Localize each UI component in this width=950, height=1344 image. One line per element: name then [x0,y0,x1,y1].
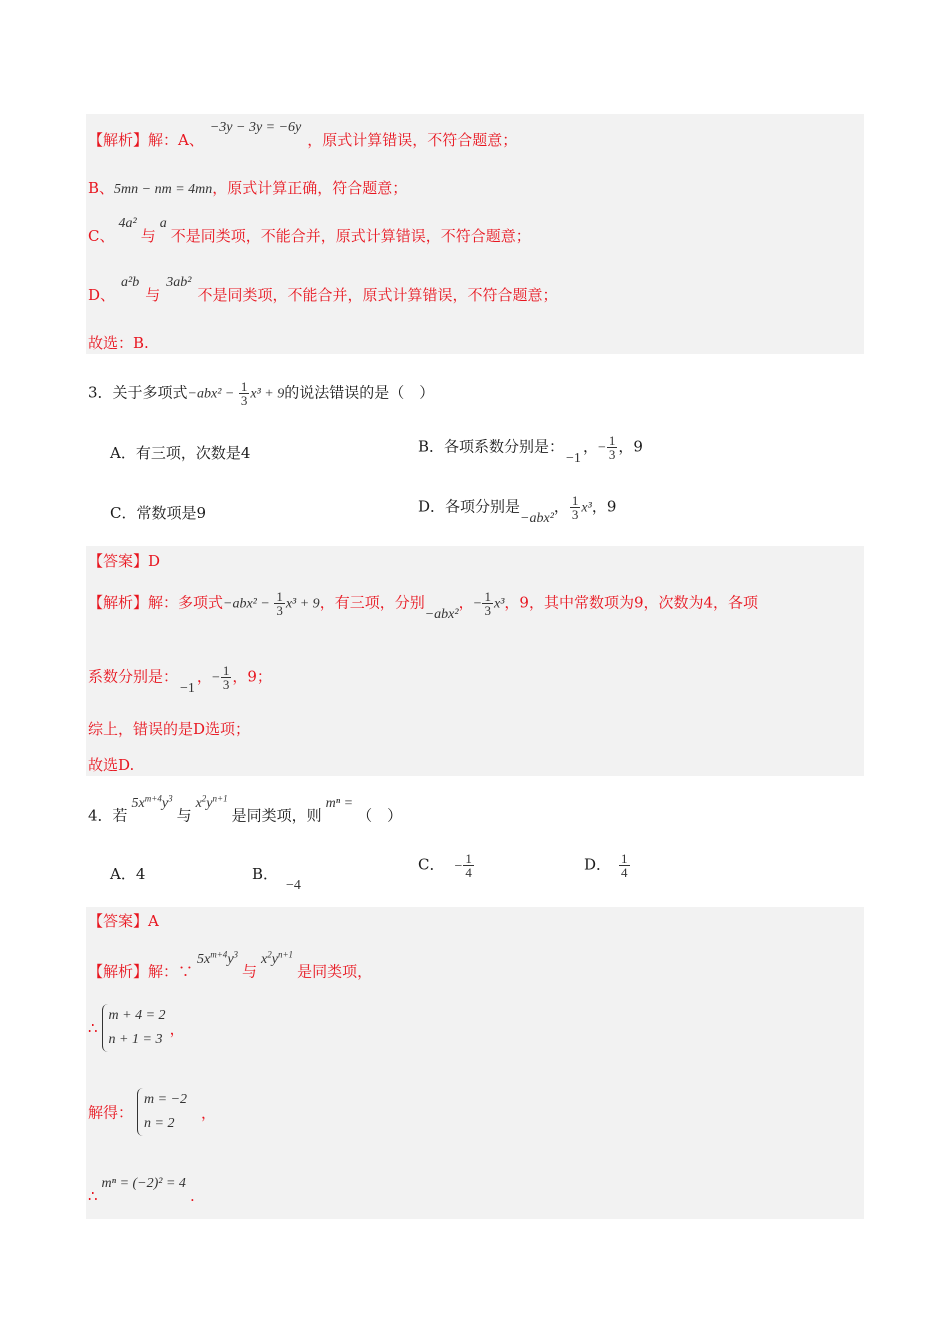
q2-conclusion: 故选：B. [88,334,149,352]
q3-option-b [418,433,643,466]
math-expr: $5x^{m+4}y^3$ [131,793,173,811]
q3-solution-line2 [88,663,272,696]
q2-solution-c [88,216,531,248]
fraction-one-third: $\frac{1}{3}$ [608,433,616,462]
option-label: B．各项系数分别是： [418,437,565,456]
math-expr: −abx² [424,606,459,622]
math-expr: x³ [493,596,505,612]
solution-text: 与 [140,227,156,245]
q3-answer: 【答案】D [88,552,161,570]
math-expr: $x^2y^{n+1}$ [261,949,294,967]
solution-tag: 【解析】解：A、 [88,131,204,149]
math-expr: x³ + 9 [285,596,320,612]
math-value: −4 [286,878,301,893]
fraction-one-third: $\frac{1}{3}$ [222,663,230,692]
q3-solution-box [86,546,864,776]
math-value: −1 [566,450,581,466]
q4-stem [88,793,403,828]
math-expr: 3ab² [166,275,192,290]
question-number: 4．若 [88,806,128,825]
separator: ， [196,667,212,686]
solution-text: . [189,1187,195,1205]
math-expr: −3y − 3y = −6y [209,120,302,135]
q2-solution-d [88,275,558,307]
separator: ， [553,497,569,516]
fraction-one-fourth: $\frac{1}{4}$ [465,851,472,880]
equation-line: m + 4 = 2 [108,1008,166,1023]
option-label: C． [418,855,445,874]
q4-system-2 [88,1088,216,1136]
q3-option-d [418,493,617,526]
q4-final [88,1176,195,1208]
q4-option-b [252,863,301,893]
q4-option-c [418,852,475,879]
math-expr: −abx² [520,510,554,526]
option-prefix: C、 [88,227,115,245]
math-value: − [454,858,463,874]
option-label: D．各项分别是 [418,497,521,516]
q4-option-d [584,852,631,879]
fraction-one-third: $\frac{1}{3}$ [484,589,491,618]
math-expr: a [159,216,167,231]
math-value: − [211,670,220,686]
math-expr: x³ + 9 [250,386,285,402]
separator: ， [201,1103,217,1122]
solution-text: ，有三项，分别 [319,593,425,612]
math-expr: −abx² − [187,386,238,402]
solution-tag: 【解析】解：∵ [88,962,194,981]
q2-solution-b [88,178,407,200]
solution-text: 不是同类项，不能合并，原式计算错误，不符合题意； [170,227,531,245]
question-text: （ ） [357,806,403,825]
equation-line: m = −2 [144,1092,188,1107]
math-value: −1 [180,680,195,696]
solution-text: 与 [145,286,161,304]
separator: ， [169,1019,185,1038]
therefore-symbol: ∴ [88,1187,98,1205]
q4-answer: 【答案】A [88,912,159,930]
question-text: 与 [176,806,192,825]
question-number: 3．关于多项式 [88,383,188,402]
q4-system-1 [88,1004,185,1052]
solution-text: 是同类项， [297,962,373,981]
solution-text: 不是同类项，不能合并，原式计算错误，不符合题意； [197,286,558,304]
therefore-symbol: ∴ [88,1019,98,1037]
q3-solution-line3: 综上，错误的是D选项； [88,720,251,738]
fraction-one-third: $\frac{1}{3}$ [571,493,579,522]
question-text: 是同类项，则 [231,806,322,825]
solution-text: ，9，其中常数项为9，次数为4，各项 [504,593,759,612]
q3-option-a: A．有三项，次数是4 [110,444,251,462]
equation-system [102,1004,166,1052]
separator: ， [582,437,598,456]
q2-solution-a [88,120,518,152]
solution-text: ，9； [232,667,272,686]
math-value: − [473,596,482,612]
solve-label: 解得： [88,1103,134,1122]
question-text: 的说法错误的是（ ） [284,383,435,402]
solution-text: 系数分别是： [88,667,179,686]
math-expr: 5mn − nm = 4mn [114,182,213,197]
math-expr: a²b [121,275,140,290]
option-label: D． [584,855,612,874]
math-expr: $x^2y^{n+1}$ [195,793,228,811]
q3-solution-line4: 故选D. [88,756,135,774]
q3-solution-line1 [88,589,759,622]
math-expr: −abx² − [223,596,274,612]
q4-option-a: A．4 [110,865,146,883]
math-expr: 4a² [118,216,137,231]
option-prefix: B、 [88,179,115,197]
fraction-one-third: $\frac{1}{3}$ [240,379,248,408]
solution-text: 与 [242,962,258,981]
solution-text: ，原式计算正确，符合题意； [212,179,408,197]
q3-stem [88,380,434,407]
q3-option-c: C．常数项是9 [110,504,207,522]
fraction-one-third: $\frac{1}{3}$ [276,589,283,618]
option-text: ，9 [591,497,617,516]
option-prefix: D、 [88,286,116,304]
solution-tag: 【解析】解：多项式 [88,593,224,612]
math-expr: x³ [581,500,592,516]
fraction-one-fourth: $\frac{1}{4}$ [621,851,628,880]
equation-line: n + 1 = 3 [108,1032,163,1047]
solution-text: ，原式计算错误，不符合题意； [307,131,518,149]
math-expr: mⁿ = [325,795,354,811]
equation-system [137,1088,187,1136]
math-expr: mⁿ = (−2)² = 4 [101,1176,186,1191]
math-expr: $5x^{m+4}y^3$ [197,949,239,967]
separator: ， [458,593,474,612]
math-value: − [597,440,606,456]
q4-solution-line1 [88,949,373,984]
option-text: ，9 [618,437,643,456]
equation-line: n = 2 [144,1116,175,1131]
option-label: B． [252,865,279,883]
